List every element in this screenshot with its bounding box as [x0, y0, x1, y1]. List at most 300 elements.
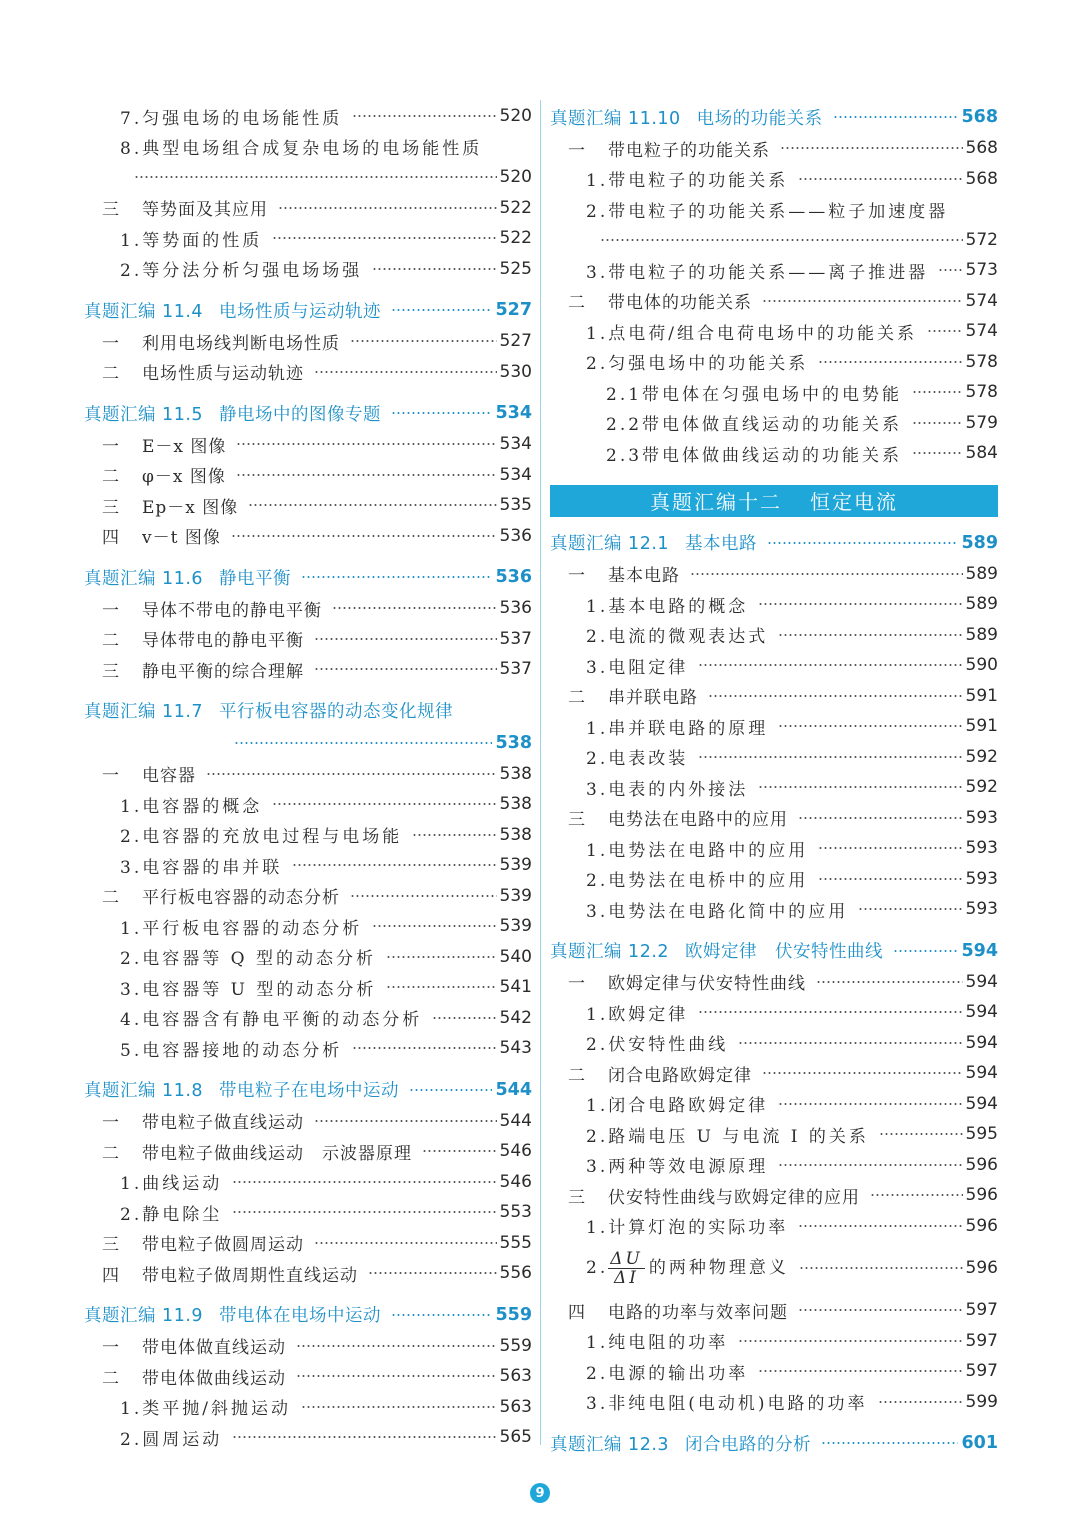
entry-number: 3. — [586, 901, 609, 922]
entry-title — [84, 565, 291, 590]
toc-entry[interactable] — [84, 1361, 532, 1392]
entry-number: 8. — [120, 139, 143, 160]
fraction-numerator: ΔU — [610, 1248, 643, 1269]
toc-entry[interactable] — [84, 881, 532, 912]
entry-title — [84, 298, 381, 323]
entry-title — [550, 319, 917, 344]
entry-title — [84, 401, 381, 426]
page-ref: 599 — [965, 1391, 998, 1412]
section-number: 真题汇编 11.6 — [84, 568, 204, 589]
dot-leader — [391, 412, 492, 414]
entry-title — [84, 1364, 286, 1389]
toc-entry[interactable] — [84, 357, 532, 388]
entry-title — [84, 914, 362, 939]
entry-title — [84, 1302, 381, 1327]
entry-text: 带电体在匀强电场中的电势能 — [642, 384, 903, 405]
dot-leader — [296, 1345, 497, 1347]
page-ref: 520 — [499, 106, 532, 127]
entry-text: 带电粒子做直线运动 — [142, 1113, 304, 1134]
dot-leader — [698, 1011, 962, 1013]
page-ref: 553 — [499, 1202, 532, 1223]
entry-number: 二 — [102, 631, 120, 652]
dot-leader — [391, 1314, 492, 1316]
entry-text: 导体不带电的静电平衡 — [142, 600, 322, 621]
entry-number: 1. — [586, 1096, 609, 1117]
dot-leader — [314, 371, 497, 373]
entry-text: 带电体做直线运动 — [142, 1338, 286, 1359]
entry-title — [84, 1333, 286, 1358]
dot-leader — [332, 607, 497, 609]
entry-title — [84, 462, 226, 487]
entry-title — [550, 1091, 768, 1116]
entry-title — [84, 256, 362, 281]
entry-number: 二 — [568, 688, 586, 709]
page-ref: 594 — [965, 1032, 998, 1053]
entry-title — [84, 1425, 222, 1450]
toc-entry[interactable] — [550, 1150, 998, 1181]
entry-title — [550, 775, 748, 800]
entry-text: 电势法在电路中的应用 — [608, 810, 788, 831]
entry-number: 3. — [586, 657, 609, 678]
dot-leader — [292, 864, 496, 866]
dot-leader — [778, 634, 962, 636]
entry-text: 带电粒子的功能关系 — [608, 140, 770, 161]
toc-entry[interactable] — [550, 408, 998, 439]
toc-entry[interactable] — [84, 850, 532, 881]
entry-text: 电容器的充放电过程与电场能 — [142, 827, 403, 848]
toc-entry[interactable] — [550, 742, 998, 773]
page-ref: 590 — [965, 655, 998, 676]
entry-number: 4. — [120, 1010, 143, 1031]
section-entry[interactable] — [84, 561, 532, 593]
dot-leader — [818, 878, 962, 880]
toc-entry[interactable] — [84, 101, 532, 132]
entry-title — [550, 1183, 860, 1208]
entry-title — [84, 493, 238, 518]
dot-leader — [798, 1225, 962, 1227]
toc-entry[interactable] — [550, 255, 998, 286]
toc-entry[interactable] — [550, 711, 998, 742]
page-ref: 535 — [499, 495, 532, 516]
dot-leader — [821, 1442, 958, 1444]
page-ref: 597 — [965, 1300, 998, 1321]
toc-entry[interactable] — [84, 593, 532, 624]
section-entry[interactable] — [84, 727, 532, 759]
toc-entry[interactable] — [550, 650, 998, 681]
toc-entry[interactable] — [84, 254, 532, 285]
toc-entry[interactable] — [84, 326, 532, 357]
page-ref: 538 — [499, 824, 532, 845]
toc-entry[interactable] — [84, 1392, 532, 1423]
toc-entry[interactable] — [550, 894, 998, 925]
toc-entry[interactable] — [550, 347, 998, 378]
dot-leader — [912, 452, 963, 454]
entry-number: 1. — [120, 796, 143, 817]
toc-entry[interactable] — [84, 1422, 532, 1453]
fraction-delta-u-over-delta-i — [608, 1250, 645, 1287]
toc-entry[interactable] — [84, 911, 532, 942]
entry-title — [84, 626, 304, 651]
toc-entry[interactable] — [84, 132, 532, 163]
entry-title — [84, 883, 340, 908]
page-ref: 578 — [965, 351, 998, 372]
dot-leader — [301, 576, 492, 578]
toc-entry[interactable] — [550, 803, 998, 834]
entry-title — [84, 1077, 399, 1102]
page-ref: 563 — [499, 1366, 532, 1387]
entry-title — [84, 226, 262, 251]
entry-number: 1. — [586, 1333, 609, 1354]
entry-title — [84, 523, 221, 548]
section-title: 电场性质与运动轨迹 — [219, 301, 382, 322]
section-title: 静电平衡 — [219, 568, 292, 589]
section-entry[interactable] — [84, 1074, 532, 1106]
dot-leader — [893, 950, 958, 952]
toc-entry[interactable] — [550, 1326, 998, 1357]
entry-title — [550, 836, 808, 861]
page-ref: 565 — [499, 1427, 532, 1448]
entry-title — [550, 1030, 728, 1055]
toc-left-column — [84, 101, 532, 1453]
chapter-number: 真题汇编十二 — [650, 490, 782, 514]
page-ref: 534 — [495, 403, 532, 423]
dot-leader — [879, 1133, 963, 1135]
entry-text: 串并联电路的原理 — [608, 718, 769, 739]
dot-leader — [232, 1181, 496, 1183]
toc-entry[interactable] — [550, 1387, 998, 1418]
toc-entry[interactable] — [550, 1356, 998, 1387]
toc-entry[interactable] — [550, 681, 998, 712]
dot-leader — [778, 1103, 962, 1105]
toc-entry[interactable] — [550, 377, 998, 408]
entry-text: 带电粒子做圆周运动 — [142, 1235, 304, 1256]
page-ref: 520 — [499, 167, 532, 188]
dot-leader — [798, 817, 963, 819]
entry-title — [84, 1200, 222, 1225]
dot-leader — [236, 443, 496, 445]
section-entry[interactable] — [84, 695, 532, 727]
entry-number: 2. — [120, 261, 143, 282]
page-ref: 594 — [965, 971, 998, 992]
entry-text: 等势面及其应用 — [142, 200, 268, 221]
page-ref: 594 — [965, 1063, 998, 1084]
entry-text: 电容器等 U 型的动态分析 — [142, 979, 377, 1000]
toc-entry[interactable] — [84, 1033, 532, 1064]
dot-leader — [352, 1047, 496, 1049]
entry-text: 计算灯泡的实际功率 — [608, 1218, 789, 1239]
entry-title — [84, 195, 268, 220]
dot-leader — [231, 535, 497, 537]
dot-leader — [272, 803, 496, 805]
entry-number: 四 — [102, 1265, 120, 1286]
entry-number: 三 — [568, 1187, 586, 1208]
entry-text: 电场性质与运动轨迹 — [142, 364, 304, 385]
page-ref: 579 — [965, 412, 998, 433]
toc-entry[interactable] — [550, 1028, 998, 1059]
entry-title — [84, 1230, 304, 1255]
toc-entry[interactable] — [550, 438, 998, 469]
entry-title — [84, 1261, 358, 1286]
entry-title — [550, 1359, 748, 1384]
page-ref: 542 — [499, 1007, 532, 1028]
entry-text: 带电体做曲线运动 — [142, 1368, 286, 1389]
dot-leader — [314, 668, 497, 670]
page-ref: 596 — [965, 1258, 998, 1278]
section-title: 带电体在电场中运动 — [219, 1306, 382, 1326]
entry-number: 一 — [568, 566, 586, 587]
section-number: 真题汇编 12.2 — [550, 942, 670, 962]
fraction-denominator: ΔI — [614, 1267, 640, 1288]
section-title: 闭合电路的分析 — [685, 1434, 812, 1455]
toc-entry[interactable] — [84, 1258, 532, 1289]
entry-title — [550, 410, 902, 435]
page-ref: 589 — [965, 594, 998, 615]
dot-leader — [412, 834, 496, 836]
toc-entry[interactable] — [84, 429, 532, 460]
entry-title — [550, 744, 688, 769]
entry-number: 三 — [102, 661, 120, 682]
section-entry[interactable] — [84, 294, 532, 326]
dot-leader — [870, 1194, 963, 1196]
page-ref: 539 — [499, 855, 532, 876]
entry-text: 平行板电容器的动态分析 — [142, 918, 363, 939]
toc-entry[interactable] — [550, 1058, 998, 1089]
page-ref: 574 — [965, 290, 998, 311]
entry-number: 2.2 — [606, 415, 643, 436]
entry-number: 二 — [102, 364, 120, 385]
dot-leader — [818, 361, 962, 363]
entry-number: 二 — [102, 1143, 120, 1164]
entry-title — [550, 622, 768, 647]
toc-entry[interactable] — [84, 490, 532, 521]
entry-text: 电表改装 — [608, 749, 689, 770]
entry-text: 带电粒子的功能关系 — [608, 171, 789, 192]
toc-entry[interactable] — [550, 164, 998, 195]
toc-entry[interactable] — [550, 1119, 998, 1150]
entry-number: 三 — [102, 497, 120, 518]
dot-leader — [372, 268, 496, 270]
dot-leader — [368, 1272, 497, 1274]
toc-entry[interactable] — [550, 1089, 998, 1120]
toc-entry[interactable] — [550, 286, 998, 317]
dot-leader — [232, 1436, 496, 1438]
dot-leader — [386, 986, 496, 988]
entry-title — [84, 1139, 412, 1164]
page-ref: 574 — [965, 321, 998, 342]
page-ref: 539 — [499, 916, 532, 937]
entry-title — [84, 432, 226, 457]
entry-number: 2.1 — [606, 384, 643, 405]
dot-leader — [232, 1211, 496, 1213]
entry-title — [84, 134, 482, 159]
toc-entry[interactable] — [84, 1106, 532, 1137]
entry-title — [84, 104, 342, 129]
toc-entry[interactable] — [84, 1136, 532, 1167]
toc-entry[interactable] — [84, 624, 532, 655]
toc-entry[interactable] — [550, 559, 998, 590]
toc-entry[interactable] — [550, 997, 998, 1028]
page-ref: 593 — [965, 899, 998, 920]
toc-entry[interactable] — [84, 193, 532, 224]
entry-title — [550, 897, 848, 922]
entry-text: 电路的功率与效率问题 — [608, 1302, 788, 1323]
entry-number: 3. — [120, 857, 143, 878]
toc-entry[interactable] — [84, 1003, 532, 1034]
toc-entry[interactable] — [84, 162, 532, 193]
entry-number: 2. — [120, 827, 143, 848]
section-number: 真题汇编 12.1 — [550, 534, 670, 554]
toc-entry[interactable] — [84, 820, 532, 851]
toc-entry[interactable] — [550, 1180, 998, 1211]
toc-entry[interactable] — [84, 1197, 532, 1228]
entry-title — [550, 530, 757, 555]
entry-number: 二 — [568, 1065, 586, 1086]
page-ref: 597 — [965, 1330, 998, 1351]
chapter-banner[interactable] — [550, 485, 998, 517]
toc-entry[interactable] — [84, 654, 532, 685]
entry-text: 电容器的串并联 — [142, 857, 283, 878]
section-entry[interactable] — [550, 935, 998, 967]
entry-number: 三 — [568, 810, 586, 831]
entry-title — [84, 853, 282, 878]
entry-number: 2. — [586, 1363, 609, 1384]
entry-number: 2. — [586, 749, 609, 770]
entry-title — [84, 944, 376, 969]
section-entry[interactable] — [84, 1299, 532, 1331]
column-divider — [540, 100, 541, 1445]
page-ref: 527 — [495, 300, 532, 320]
page-ref: 538 — [499, 763, 532, 784]
page-ref: 525 — [499, 258, 532, 279]
entry-title — [550, 866, 808, 891]
toc-entry[interactable] — [84, 789, 532, 820]
dot-leader — [767, 542, 958, 544]
toc-entry[interactable] — [550, 1241, 998, 1295]
dot-leader — [878, 1401, 963, 1403]
page-ref: 591 — [965, 716, 998, 737]
entry-title — [550, 805, 788, 830]
dot-leader — [698, 756, 962, 758]
entry-number: 3. — [586, 1394, 609, 1415]
toc-entry[interactable] — [84, 1331, 532, 1362]
entry-number: 1. — [586, 840, 609, 861]
entry-text: 电表的内外接法 — [608, 779, 749, 800]
toc-entry[interactable] — [84, 972, 532, 1003]
toc-entry[interactable] — [84, 460, 532, 491]
page-number: 9 — [530, 1483, 550, 1503]
section-entry[interactable] — [550, 527, 998, 559]
toc-entry[interactable] — [550, 133, 998, 164]
entry-text: 电容器接地的动态分析 — [142, 1040, 343, 1061]
toc-entry[interactable] — [84, 759, 532, 790]
dot-leader — [386, 956, 497, 958]
page-ref: 540 — [499, 946, 532, 967]
toc-entry[interactable] — [550, 620, 998, 651]
page-ref: 596 — [965, 1154, 998, 1175]
toc-entry[interactable] — [84, 521, 532, 552]
entry-title — [84, 761, 196, 786]
page-ref: 559 — [495, 1304, 532, 1325]
entry-text: Ep－x 图像 — [142, 497, 239, 518]
page-ref: 537 — [499, 659, 532, 680]
entry-text: 电势法在电路化简中的应用 — [608, 901, 849, 922]
entry-title — [84, 698, 453, 723]
entry-text: 基本电路的概念 — [608, 596, 749, 617]
entry-title — [84, 329, 340, 354]
entry-text: v－t 图像 — [142, 528, 221, 549]
dot-leader — [762, 300, 963, 302]
entry-text: 电容器含有静电平衡的动态分析 — [142, 1010, 423, 1031]
page-ref: 592 — [965, 777, 998, 798]
toc-entry[interactable] — [550, 772, 998, 803]
entry-text: 带电粒子做周期性直线运动 — [142, 1265, 358, 1286]
entry-title — [550, 1250, 789, 1287]
section-entry[interactable] — [550, 1427, 998, 1459]
entry-number: 2.3 — [606, 445, 643, 466]
dot-leader — [912, 422, 963, 424]
entry-number: 2. — [586, 871, 609, 892]
toc-entry[interactable] — [550, 194, 998, 225]
toc-entry[interactable] — [550, 225, 998, 256]
dot-leader — [738, 1340, 962, 1342]
section-entry[interactable] — [84, 397, 532, 429]
entry-text: 类平抛/斜抛运动 — [142, 1399, 291, 1420]
entry-number: 一 — [102, 600, 120, 621]
toc-entry[interactable] — [84, 223, 532, 254]
page-ref: 563 — [499, 1396, 532, 1417]
dot-leader — [278, 207, 497, 209]
page-ref: 589 — [961, 532, 998, 553]
entry-number: 1. — [586, 596, 609, 617]
entry-title — [550, 714, 768, 739]
dot-leader — [818, 847, 962, 849]
entry-number: 1. — [586, 1218, 609, 1239]
page-ref: 537 — [499, 628, 532, 649]
section-title: 电场的功能关系 — [696, 108, 823, 129]
toc-entry[interactable] — [550, 864, 998, 895]
dot-leader — [432, 1017, 496, 1019]
section-entry[interactable] — [550, 101, 998, 133]
entry-text: 等势面的性质 — [142, 230, 263, 251]
dot-leader — [234, 742, 492, 744]
toc-entry[interactable] — [550, 1295, 998, 1326]
chapter-title: 恒定电流 — [810, 490, 898, 514]
dot-leader — [816, 981, 963, 983]
entry-text: 的两种物理意义 — [648, 1257, 789, 1278]
toc-entry[interactable] — [84, 1167, 532, 1198]
page-ref: 592 — [965, 746, 998, 767]
toc-entry[interactable] — [84, 1228, 532, 1259]
section-number: 真题汇编 11.5 — [84, 404, 204, 425]
entry-title — [550, 288, 752, 313]
toc-entry[interactable] — [550, 316, 998, 347]
toc-entry[interactable] — [550, 833, 998, 864]
entry-title — [550, 136, 770, 161]
toc-entry[interactable] — [550, 1211, 998, 1242]
toc-entry[interactable] — [550, 967, 998, 998]
toc-entry[interactable] — [550, 589, 998, 620]
entry-title — [550, 166, 788, 191]
entry-title — [84, 1108, 304, 1133]
entry-text: 串并联电路 — [608, 688, 698, 709]
section-title: 欧姆定律 伏安特性曲线 — [685, 942, 884, 962]
toc-entry[interactable] — [84, 942, 532, 973]
entry-number: 一 — [102, 333, 120, 354]
page-ref: 595 — [965, 1124, 998, 1145]
dot-leader — [758, 603, 962, 605]
entry-number: 一 — [102, 436, 120, 457]
entry-number: 3. — [586, 1157, 609, 1178]
